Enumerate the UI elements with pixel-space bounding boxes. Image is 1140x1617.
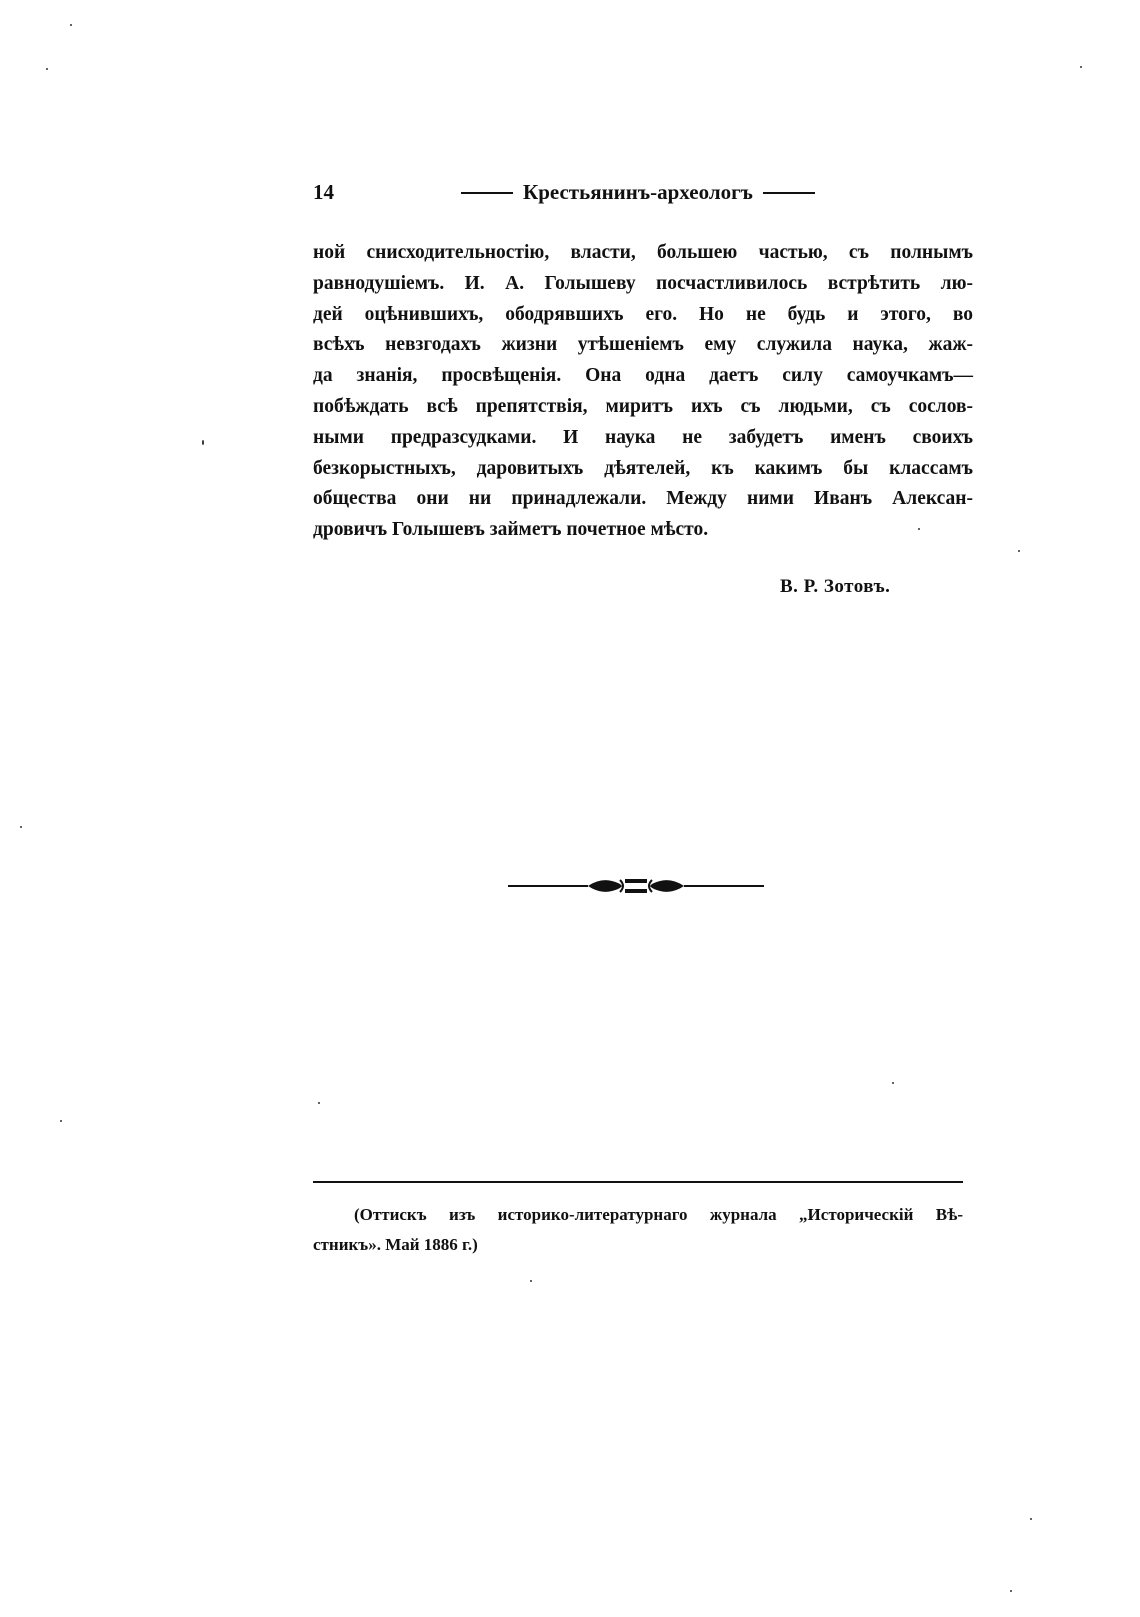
scan-speck (530, 1280, 532, 1282)
footnote-divider (313, 1181, 963, 1183)
scan-speck (46, 68, 48, 70)
scan-speck (70, 24, 72, 26)
body-line: всѣхъ невзгодахъ жизни утѣшеніемъ ему служила наука, жаж- (313, 334, 973, 356)
scan-speck (1030, 1518, 1032, 1520)
footnote (313, 1200, 963, 1260)
title-dash-right (763, 192, 815, 194)
ornamental-divider-icon (508, 874, 764, 898)
page-header (313, 180, 853, 212)
body-line: дей оцѣнившихъ, ободрявшихъ его. Но не будь и этого, во (313, 303, 973, 325)
scan-speck (892, 1082, 894, 1084)
title-dash-left (461, 192, 513, 194)
footnote-line: стникъ». Май 1886 г.) (313, 1235, 478, 1254)
body-line: равнодушіемъ. И. А. Голышеву посчастливилось встрѣтить лю- (313, 272, 973, 294)
body-line: безкорыстныхъ, даровитыхъ дѣятелей, къ какимъ бы классамъ (313, 457, 973, 479)
scan-speck (20, 826, 22, 828)
body-line: побѣждать всѣ препятствія, миритъ ихъ съ людьми, съ сослов- (313, 395, 973, 417)
body-line: дровичъ Голышевъ займетъ почетное мѣсто. (313, 519, 709, 541)
scan-speck (60, 1120, 62, 1122)
page-number: 14 (313, 180, 334, 204)
body-line: да знанія, просвѣщенія. Она одна даетъ силу самоучкамъ— (313, 365, 973, 387)
scan-speck (1018, 550, 1020, 552)
body-paragraph (313, 238, 973, 546)
scan-speck (1080, 66, 1082, 68)
author-signature: В. Р. Зотовъ. (780, 576, 891, 597)
body-line: ной снисходительностію, власти, большею частью, съ полнымъ (313, 242, 973, 263)
running-title-text: Крестьянинъ-археологъ (523, 180, 753, 204)
scan-speck (1010, 1590, 1012, 1592)
footnote-line: (Оттискъ изъ историко-литературнаго журнала „Историческій Вѣ- (354, 1205, 963, 1224)
body-line: общества они ни принадлежали. Между ними Иванъ Алексан- (313, 488, 973, 510)
running-title (461, 180, 815, 205)
scan-speck (318, 1102, 320, 1104)
body-line: ными предразсудками. И наука не забудетъ именъ своихъ (313, 426, 973, 448)
scan-speck (202, 440, 204, 445)
